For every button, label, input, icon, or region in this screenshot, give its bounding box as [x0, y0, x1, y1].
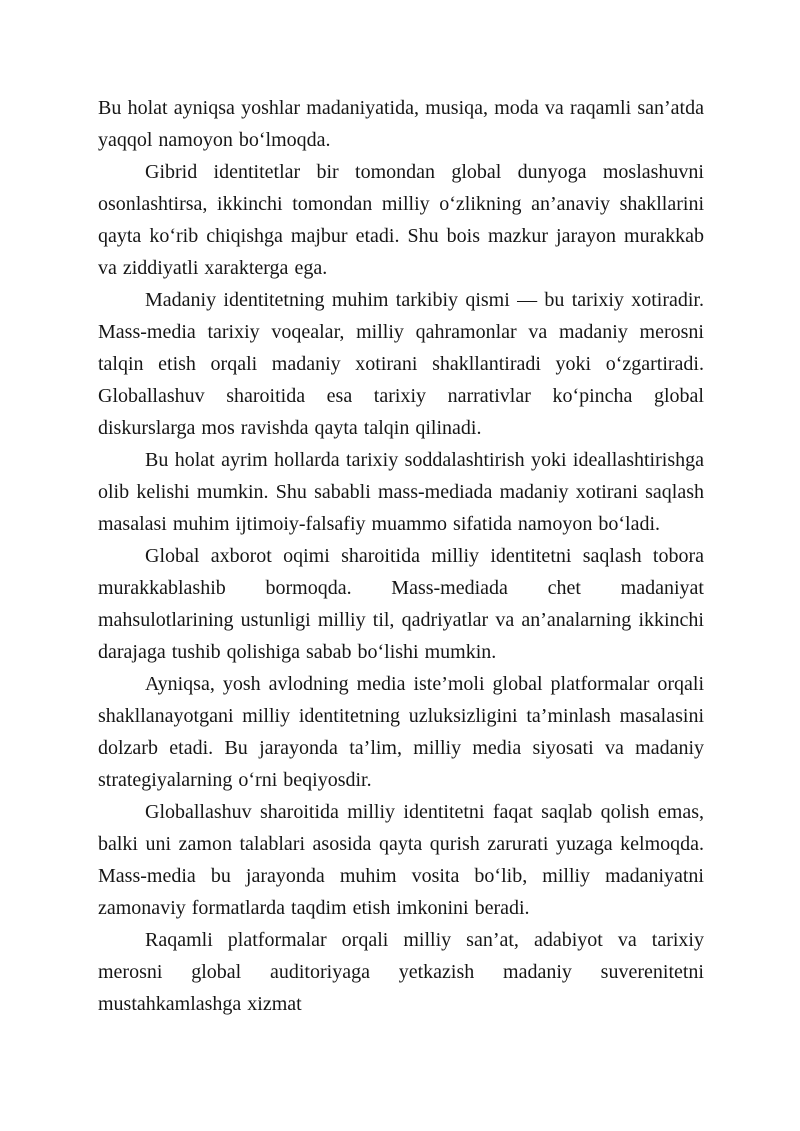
paragraph: Globallashuv sharoitida milliy identitetni faqat saqlab qolish emas, balki uni zamon talablari asosida qayta qurish zarurati yuzaga kelmoqda. Mass-media bu jarayonda muhim vosita bo‘lib, milliy madaniyatni zamonaviy formatlarda taqdim etish imkonini beradi. [98, 801, 704, 919]
paragraph: Madaniy identitetning muhim tarkibiy qismi — bu tarixiy xotiradir. Mass-media tarixiy voqealar, milliy qahramonlar va madaniy merosni talqin etish orqali madaniy xotirani shakllantiradi yoki o‘zgartiradi. Globallashuv sharoitida esa tarixiy narrativlar ko‘pincha global diskurslarga mos ravishda qayta talqin qilinadi. [98, 289, 704, 439]
document-body [98, 92, 704, 1020]
paragraph: Gibrid identitetlar bir tomondan global dunyoga moslashuvni osonlashtirsa, ikkinchi tomondan milliy o‘zlikning an’anaviy shakllarini qayta ko‘rib chiqishga majbur etadi. Shu bois mazkur jarayon murakkab va ziddiyatli xarakterga ega. [98, 161, 704, 279]
paragraph: Raqamli platformalar orqali milliy san’at, adabiyot va tarixiy merosni global auditoriyaga yetkazish madaniy suverenitetni mustahkamlashga xizmat [98, 929, 704, 1015]
paragraph: Bu holat ayrim hollarda tarixiy soddalashtirish yoki ideallashtirishga olib kelishi mumkin. Shu sababli mass-mediada madaniy xotirani saqlash masalasi muhim ijtimoiy-falsafiy muammo sifatida namoyon bo‘ladi. [98, 449, 704, 535]
paragraph: Global axborot oqimi sharoitida milliy identitetni saqlash tobora murakkablashib bormoqda. Mass-mediada chet madaniyat mahsulotlarining ustunligi milliy til, qadriyatlar va an’analarning ikkinchi darajaga tushib qolishiga sabab bo‘lishi mumkin. [98, 545, 704, 663]
paragraph: Bu holat ayniqsa yoshlar madaniyatida, musiqa, moda va raqamli san’atda yaqqol namoyon bo‘lmoqda. [98, 97, 704, 151]
paragraph: Ayniqsa, yosh avlodning media iste’moli global platformalar orqali shakllanayotgani milliy identitetning uzluksizligini ta’minlash masalasini dolzarb etadi. Bu jarayonda ta’lim, milliy media siyosati va madaniy strategiyalarning o‘rni beqiyosdir. [98, 673, 704, 791]
